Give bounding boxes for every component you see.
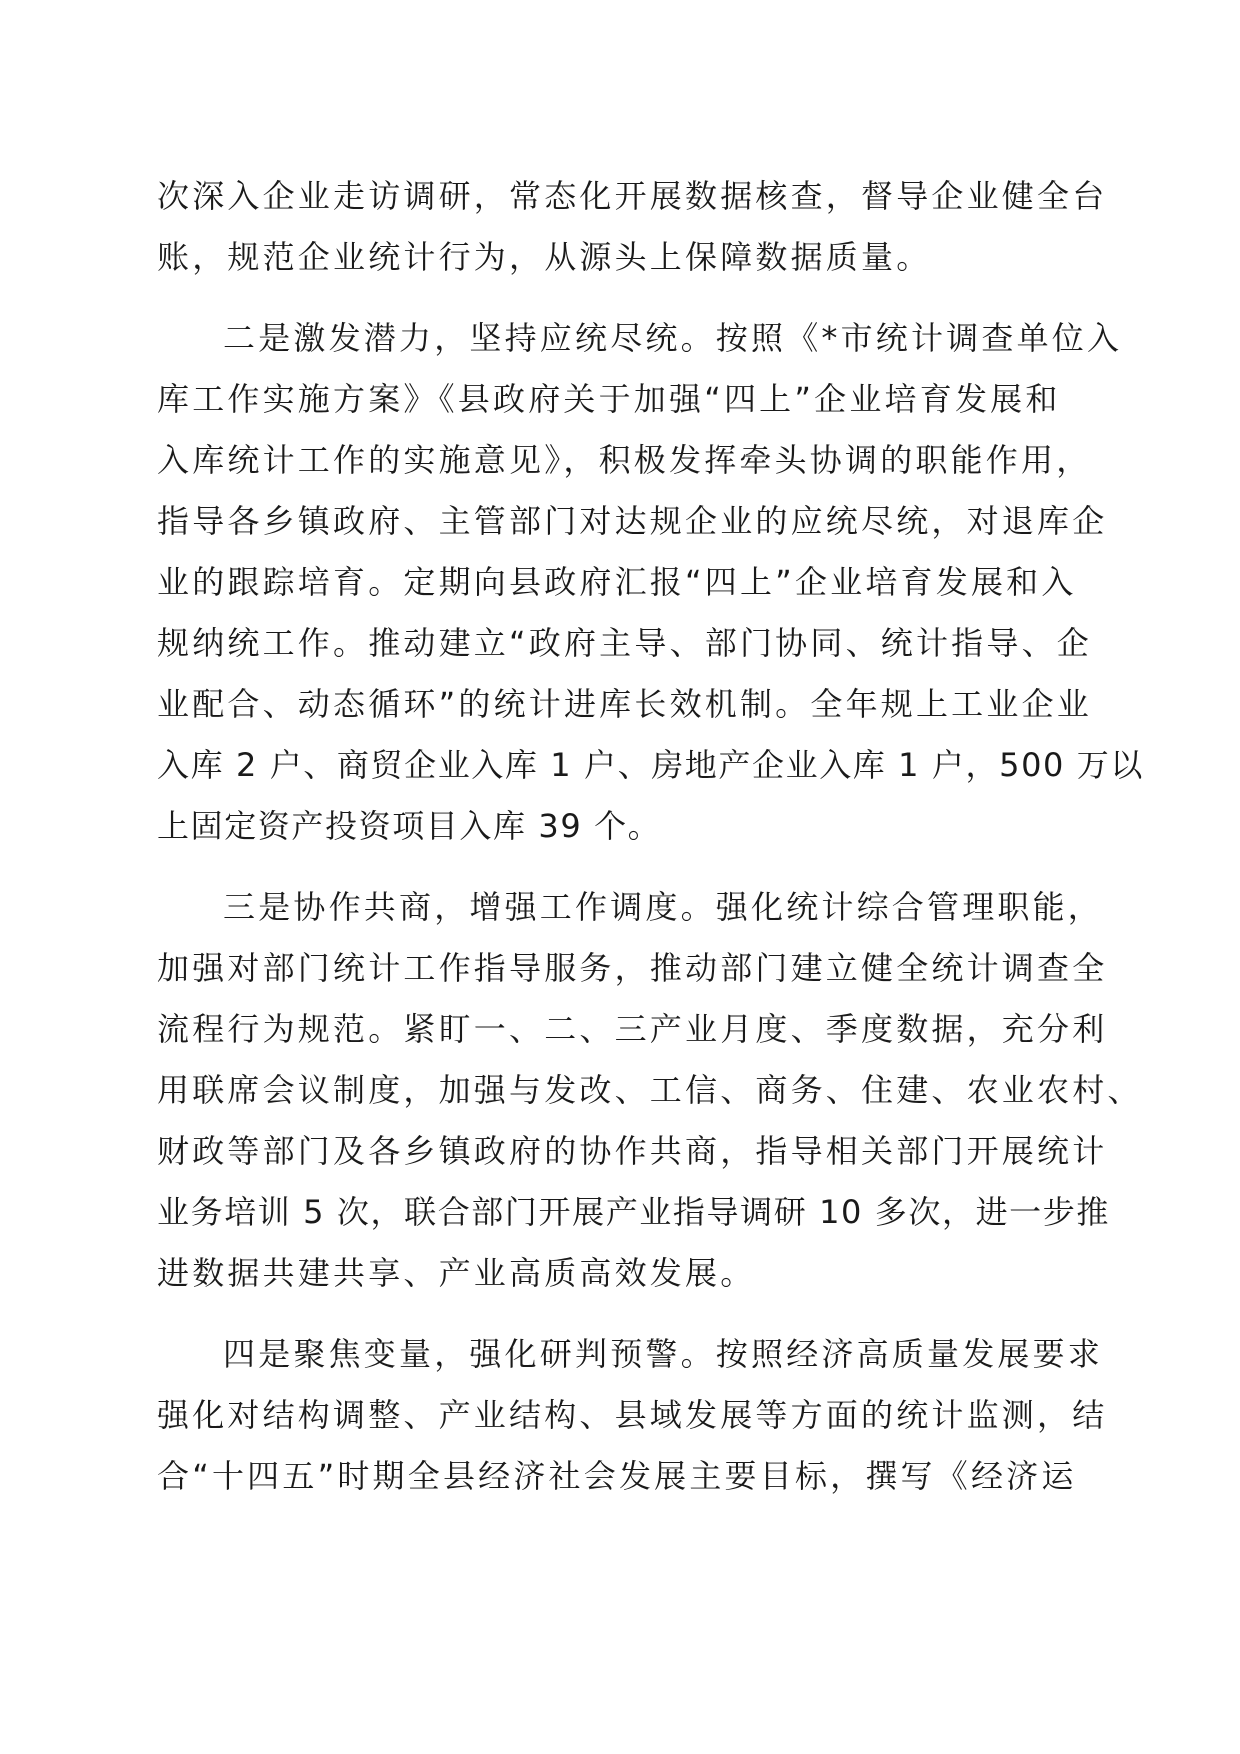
text-line: 业配合、动态循环”的统计进库长效机制。全年规上工业企业: [157, 685, 1092, 723]
text-line: 合“十四五”时期全县经济社会发展主要目标，撰写《经济运: [157, 1457, 1077, 1495]
text-line: 规纳统工作。推动建立“政府主导、部门协同、统计指导、企: [157, 624, 1092, 662]
text-line: 账，规范企业统计行为，从源头上保障数据质量。: [157, 238, 932, 276]
paragraph-2-first-line: 二是激发潜力，坚持应统尽统。按照《*市统计调查单位入: [223, 319, 1123, 357]
text-line: 流程行为规范。紧盯一、二、三产业月度、季度数据，充分利: [157, 1010, 1108, 1048]
paragraph-4-first-line: 四是聚焦变量，强化研判预警。按照经济高质量发展要求: [223, 1335, 1104, 1373]
text-line: 强化对结构调整、产业结构、县域发展等方面的统计监测，结: [157, 1396, 1108, 1434]
text-line: 加强对部门统计工作指导服务，推动部门建立健全统计调查全: [157, 949, 1108, 987]
text-line: 业的跟踪培育。定期向县政府汇报“四上”企业培育发展和入: [157, 563, 1077, 601]
text-line: 业务培训 5 次，联合部门开展产业指导调研 10 多次，进一步推: [157, 1193, 1110, 1231]
text-line: 入库统计工作的实施意见》，积极发挥牵头协调的职能作用，: [157, 441, 1092, 479]
text-line: 入库 2 户、商贸企业入库 1 户、房地产企业入库 1 户，500 万以: [157, 746, 1144, 784]
text-line: 上固定资产投资项目入库 39 个。: [157, 807, 662, 845]
text-line: 财政等部门及各乡镇政府的协作共商，指导相关部门开展统计: [157, 1132, 1108, 1170]
paragraph-3-first-line: 三是协作共商，增强工作调度。强化统计综合管理职能，: [223, 888, 1104, 926]
text-line: 用联席会议制度，加强与发改、工信、商务、住建、农业农村、: [157, 1071, 1143, 1109]
text-line: 指导各乡镇政府、主管部门对达规企业的应统尽统，对退库企: [157, 502, 1108, 540]
text-line: 次深入企业走访调研，常态化开展数据核查，督导企业健全台: [157, 177, 1108, 215]
text-line: 库工作实施方案》《县政府关于加强“四上”企业培育发展和: [157, 380, 1061, 418]
text-line: 进数据共建共享、产业高质高效发展。: [157, 1254, 756, 1292]
